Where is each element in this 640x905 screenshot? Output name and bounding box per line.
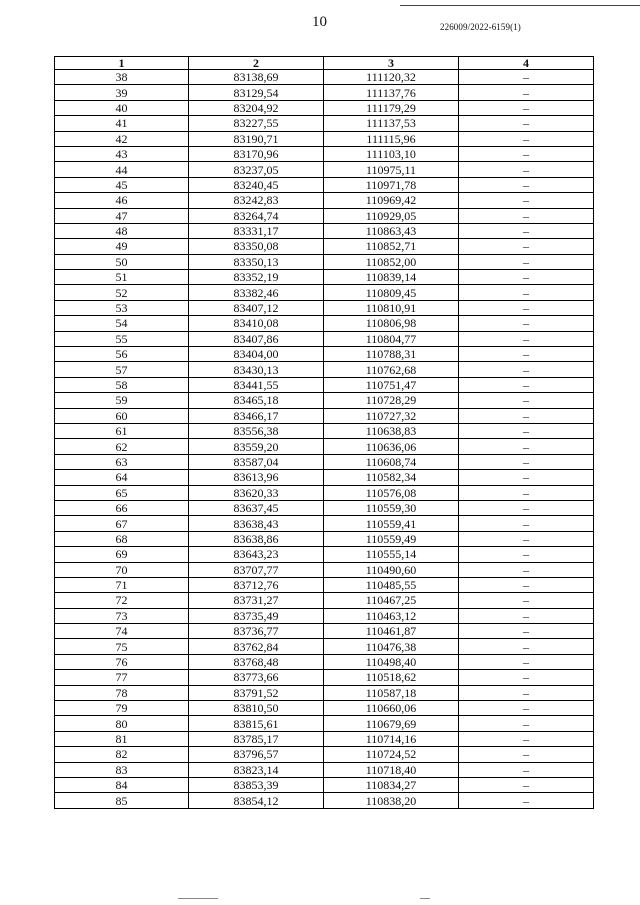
table-cell-col-2: 83559,20 — [189, 439, 324, 454]
table-cell-col-4: – — [459, 593, 594, 608]
table-cell-col-2: 83762,84 — [189, 639, 324, 654]
table-cell-col-4: – — [459, 423, 594, 438]
header-rule — [400, 5, 640, 6]
table-cell-col-3: 110679,69 — [324, 716, 459, 731]
table-cell-col-3: 110559,30 — [324, 500, 459, 515]
table-cell-col-3: 110971,78 — [324, 177, 459, 192]
table-row — [55, 393, 594, 408]
table-cell-col-4: – — [459, 639, 594, 654]
table-cell-col-1: 85 — [55, 793, 189, 808]
table-row — [55, 85, 594, 100]
table-cell-col-1: 48 — [55, 223, 189, 238]
table-row — [55, 531, 594, 546]
table-cell-col-2: 83854,12 — [189, 793, 324, 808]
table-cell-col-4: – — [459, 716, 594, 731]
table-cell-col-1: 70 — [55, 562, 189, 577]
table-cell-col-1: 67 — [55, 516, 189, 531]
table-cell-col-4: – — [459, 670, 594, 685]
table-cell-col-3: 110555,14 — [324, 547, 459, 562]
table-row — [55, 670, 594, 685]
table-cell-col-4: – — [459, 701, 594, 716]
table-cell-col-2: 83410,08 — [189, 316, 324, 331]
table-cell-col-2: 83138,69 — [189, 70, 324, 85]
table-cell-col-2: 83768,48 — [189, 654, 324, 669]
table-cell-col-2: 83731,27 — [189, 593, 324, 608]
table-cell-col-2: 83407,86 — [189, 331, 324, 346]
table-row — [55, 377, 594, 392]
table-cell-col-1: 57 — [55, 362, 189, 377]
table-cell-col-2: 83810,50 — [189, 701, 324, 716]
table-cell-col-3: 110559,49 — [324, 531, 459, 546]
table-cell-col-1: 50 — [55, 254, 189, 269]
table-cell-col-4: – — [459, 408, 594, 423]
column-header-2: 2 — [189, 57, 324, 70]
table-row — [55, 516, 594, 531]
table-row — [55, 316, 594, 331]
table-cell-col-3: 110852,00 — [324, 254, 459, 269]
table-row — [55, 624, 594, 639]
column-header-3: 3 — [324, 57, 459, 70]
table-row — [55, 777, 594, 792]
table-row — [55, 454, 594, 469]
table-row — [55, 577, 594, 592]
table-cell-col-1: 45 — [55, 177, 189, 192]
table-cell-col-4: – — [459, 239, 594, 254]
table-cell-col-3: 110852,71 — [324, 239, 459, 254]
table-cell-col-4: – — [459, 577, 594, 592]
table-cell-col-3: 110728,29 — [324, 393, 459, 408]
table-cell-col-2: 83190,71 — [189, 131, 324, 146]
table-cell-col-4: – — [459, 654, 594, 669]
table-cell-col-3: 110608,74 — [324, 454, 459, 469]
table-row — [55, 593, 594, 608]
table-cell-col-1: 61 — [55, 423, 189, 438]
table-cell-col-3: 110863,43 — [324, 223, 459, 238]
table-cell-col-2: 83613,96 — [189, 470, 324, 485]
table-cell-col-3: 110718,40 — [324, 762, 459, 777]
table-cell-col-1: 42 — [55, 131, 189, 146]
table-row — [55, 177, 594, 192]
table-body — [55, 70, 594, 809]
table-cell-col-1: 76 — [55, 654, 189, 669]
table-cell-col-2: 83823,14 — [189, 762, 324, 777]
table-row — [55, 762, 594, 777]
table-cell-col-3: 110839,14 — [324, 270, 459, 285]
table-row — [55, 162, 594, 177]
table-cell-col-2: 83815,61 — [189, 716, 324, 731]
table-cell-col-2: 83791,52 — [189, 685, 324, 700]
table-cell-col-4: – — [459, 193, 594, 208]
table-cell-col-4: – — [459, 531, 594, 546]
table-cell-col-4: – — [459, 485, 594, 500]
table-cell-col-1: 81 — [55, 731, 189, 746]
table-row — [55, 193, 594, 208]
table-cell-col-3: 110714,16 — [324, 731, 459, 746]
table-cell-col-3: 110838,20 — [324, 793, 459, 808]
table-cell-col-3: 111115,96 — [324, 131, 459, 146]
table-row — [55, 70, 594, 85]
table-cell-col-4: – — [459, 562, 594, 577]
table-cell-col-1: 39 — [55, 85, 189, 100]
table-cell-col-3: 110788,31 — [324, 347, 459, 362]
table-cell-col-1: 58 — [55, 377, 189, 392]
table-row — [55, 470, 594, 485]
table-cell-col-2: 83853,39 — [189, 777, 324, 792]
table-row — [55, 608, 594, 623]
table-cell-col-2: 83350,13 — [189, 254, 324, 269]
table-cell-col-2: 83407,12 — [189, 300, 324, 315]
table-cell-col-3: 110751,47 — [324, 377, 459, 392]
table-cell-col-3: 110762,68 — [324, 362, 459, 377]
table-cell-col-3: 110638,83 — [324, 423, 459, 438]
table-cell-col-2: 83350,08 — [189, 239, 324, 254]
table-cell-col-3: 111137,53 — [324, 116, 459, 131]
table-row — [55, 208, 594, 223]
table-cell-col-2: 83240,45 — [189, 177, 324, 192]
table-cell-col-3: 110929,05 — [324, 208, 459, 223]
table-cell-col-3: 110467,25 — [324, 593, 459, 608]
table-cell-col-1: 59 — [55, 393, 189, 408]
table-cell-col-2: 83637,45 — [189, 500, 324, 515]
coordinates-table — [54, 56, 594, 809]
table-cell-col-4: – — [459, 747, 594, 762]
table-cell-col-3: 110810,91 — [324, 300, 459, 315]
table-cell-col-1: 62 — [55, 439, 189, 454]
table-cell-col-1: 84 — [55, 777, 189, 792]
table-cell-col-1: 52 — [55, 285, 189, 300]
table-cell-col-4: – — [459, 685, 594, 700]
table-cell-col-3: 110804,77 — [324, 331, 459, 346]
table-cell-col-4: – — [459, 270, 594, 285]
table-cell-col-3: 110809,45 — [324, 285, 459, 300]
page-number: 10 — [312, 14, 327, 30]
table-cell-col-3: 111103,10 — [324, 146, 459, 161]
table-cell-col-3: 110476,38 — [324, 639, 459, 654]
table-cell-col-1: 51 — [55, 270, 189, 285]
table-cell-col-2: 83382,46 — [189, 285, 324, 300]
table-cell-col-1: 44 — [55, 162, 189, 177]
table-cell-col-4: – — [459, 223, 594, 238]
column-header-1: 1 — [55, 57, 189, 70]
table-cell-col-2: 83556,38 — [189, 423, 324, 438]
table-cell-col-4: – — [459, 516, 594, 531]
table-cell-col-2: 83712,76 — [189, 577, 324, 592]
table-cell-col-4: – — [459, 777, 594, 792]
table-cell-col-1: 65 — [55, 485, 189, 500]
table-cell-col-3: 110582,34 — [324, 470, 459, 485]
table-cell-col-3: 110587,18 — [324, 685, 459, 700]
table-cell-col-1: 82 — [55, 747, 189, 762]
table-cell-col-2: 83638,43 — [189, 516, 324, 531]
table-cell-col-4: – — [459, 70, 594, 85]
table-cell-col-2: 83430,13 — [189, 362, 324, 377]
table-row — [55, 423, 594, 438]
table-cell-col-3: 110969,42 — [324, 193, 459, 208]
document-code: 226009/2022-6159(1) — [440, 22, 521, 32]
table-row — [55, 331, 594, 346]
table-cell-col-1: 63 — [55, 454, 189, 469]
table-cell-col-1: 74 — [55, 624, 189, 639]
table-cell-col-1: 56 — [55, 347, 189, 362]
table-cell-col-3: 110518,62 — [324, 670, 459, 685]
table-cell-col-4: – — [459, 377, 594, 392]
table-cell-col-4: – — [459, 162, 594, 177]
table-row — [55, 408, 594, 423]
table-cell-col-2: 83773,66 — [189, 670, 324, 685]
table-cell-col-3: 110806,98 — [324, 316, 459, 331]
table-cell-col-4: – — [459, 331, 594, 346]
table-cell-col-4: – — [459, 100, 594, 115]
table-cell-col-1: 49 — [55, 239, 189, 254]
table-cell-col-4: – — [459, 362, 594, 377]
table-row — [55, 116, 594, 131]
table-row — [55, 146, 594, 161]
table-cell-col-1: 83 — [55, 762, 189, 777]
table-cell-col-3: 110975,11 — [324, 162, 459, 177]
table-cell-col-2: 83264,74 — [189, 208, 324, 223]
table-cell-col-2: 83620,33 — [189, 485, 324, 500]
table-cell-col-3: 111179,29 — [324, 100, 459, 115]
table-row — [55, 701, 594, 716]
table-cell-col-4: – — [459, 316, 594, 331]
table-cell-col-3: 111137,76 — [324, 85, 459, 100]
table-row — [55, 731, 594, 746]
table-row — [55, 439, 594, 454]
table-cell-col-1: 73 — [55, 608, 189, 623]
table-cell-col-4: – — [459, 116, 594, 131]
table-row — [55, 300, 594, 315]
table-row — [55, 270, 594, 285]
table-header-row — [55, 57, 594, 70]
table-cell-col-1: 80 — [55, 716, 189, 731]
table-cell-col-4: – — [459, 470, 594, 485]
table-cell-col-2: 83170,96 — [189, 146, 324, 161]
table-cell-col-4: – — [459, 146, 594, 161]
table-cell-col-3: 110724,52 — [324, 747, 459, 762]
table-row — [55, 500, 594, 515]
table-cell-col-1: 68 — [55, 531, 189, 546]
table-row — [55, 716, 594, 731]
table-row — [55, 562, 594, 577]
table-cell-col-1: 66 — [55, 500, 189, 515]
table-cell-col-2: 83204,92 — [189, 100, 324, 115]
table-cell-col-1: 46 — [55, 193, 189, 208]
table-row — [55, 685, 594, 700]
table-cell-col-1: 47 — [55, 208, 189, 223]
table-cell-col-2: 83129,54 — [189, 85, 324, 100]
table-row — [55, 362, 594, 377]
table-row — [55, 131, 594, 146]
table-cell-col-3: 110485,55 — [324, 577, 459, 592]
table-cell-col-1: 77 — [55, 670, 189, 685]
table-cell-col-1: 78 — [55, 685, 189, 700]
footer-mark — [420, 898, 430, 899]
table-cell-col-3: 110461,87 — [324, 624, 459, 639]
table-cell-col-3: 110727,32 — [324, 408, 459, 423]
table-cell-col-4: – — [459, 500, 594, 515]
table-cell-col-4: – — [459, 254, 594, 269]
table-cell-col-2: 83643,23 — [189, 547, 324, 562]
table-cell-col-1: 75 — [55, 639, 189, 654]
table-cell-col-2: 83441,55 — [189, 377, 324, 392]
table-cell-col-2: 83736,77 — [189, 624, 324, 639]
table-cell-col-1: 60 — [55, 408, 189, 423]
table-cell-col-4: – — [459, 439, 594, 454]
table-cell-col-3: 111120,32 — [324, 70, 459, 85]
table-cell-col-1: 64 — [55, 470, 189, 485]
table-cell-col-4: – — [459, 285, 594, 300]
table-cell-col-1: 71 — [55, 577, 189, 592]
footer-mark — [178, 898, 218, 899]
table-row — [55, 223, 594, 238]
table-cell-col-2: 83404,00 — [189, 347, 324, 362]
table-cell-col-3: 110660,06 — [324, 701, 459, 716]
table-cell-col-4: – — [459, 85, 594, 100]
table-cell-col-3: 110576,08 — [324, 485, 459, 500]
table-row — [55, 747, 594, 762]
table-cell-col-2: 83796,57 — [189, 747, 324, 762]
table-cell-col-4: – — [459, 300, 594, 315]
table-cell-col-4: – — [459, 624, 594, 639]
table-row — [55, 285, 594, 300]
table-cell-col-2: 83237,05 — [189, 162, 324, 177]
table-cell-col-2: 83735,49 — [189, 608, 324, 623]
table-cell-col-3: 110636,06 — [324, 439, 459, 454]
table-cell-col-2: 83466,17 — [189, 408, 324, 423]
table-cell-col-2: 83785,17 — [189, 731, 324, 746]
table-cell-col-4: – — [459, 347, 594, 362]
table-cell-col-4: – — [459, 131, 594, 146]
table-cell-col-4: – — [459, 208, 594, 223]
table-cell-col-3: 110463,12 — [324, 608, 459, 623]
table-row — [55, 654, 594, 669]
table-row — [55, 639, 594, 654]
table-cell-col-1: 79 — [55, 701, 189, 716]
table-cell-col-2: 83242,83 — [189, 193, 324, 208]
table-cell-col-1: 55 — [55, 331, 189, 346]
table-cell-col-4: – — [459, 177, 594, 192]
table-cell-col-3: 110490,60 — [324, 562, 459, 577]
table-cell-col-2: 83465,18 — [189, 393, 324, 408]
table-row — [55, 239, 594, 254]
table-row — [55, 100, 594, 115]
table-cell-col-2: 83638,86 — [189, 531, 324, 546]
table-row — [55, 547, 594, 562]
table-cell-col-1: 53 — [55, 300, 189, 315]
column-header-4: 4 — [459, 57, 594, 70]
table-cell-col-2: 83352,19 — [189, 270, 324, 285]
table-cell-col-4: – — [459, 454, 594, 469]
table-cell-col-4: – — [459, 731, 594, 746]
table-row — [55, 347, 594, 362]
table-cell-col-1: 40 — [55, 100, 189, 115]
table-cell-col-4: – — [459, 793, 594, 808]
table-cell-col-3: 110559,41 — [324, 516, 459, 531]
table-cell-col-3: 110834,27 — [324, 777, 459, 792]
table-row — [55, 793, 594, 808]
table-cell-col-2: 83227,55 — [189, 116, 324, 131]
table-cell-col-1: 72 — [55, 593, 189, 608]
table-cell-col-2: 83587,04 — [189, 454, 324, 469]
table-cell-col-1: 43 — [55, 146, 189, 161]
table-cell-col-1: 41 — [55, 116, 189, 131]
table-cell-col-2: 83331,17 — [189, 223, 324, 238]
table-cell-col-3: 110498,40 — [324, 654, 459, 669]
table-cell-col-1: 54 — [55, 316, 189, 331]
table-cell-col-1: 38 — [55, 70, 189, 85]
table-cell-col-2: 83707,77 — [189, 562, 324, 577]
table-cell-col-4: – — [459, 608, 594, 623]
table-cell-col-4: – — [459, 762, 594, 777]
table-row — [55, 254, 594, 269]
table-cell-col-1: 69 — [55, 547, 189, 562]
table-cell-col-4: – — [459, 393, 594, 408]
table-row — [55, 485, 594, 500]
table-cell-col-4: – — [459, 547, 594, 562]
